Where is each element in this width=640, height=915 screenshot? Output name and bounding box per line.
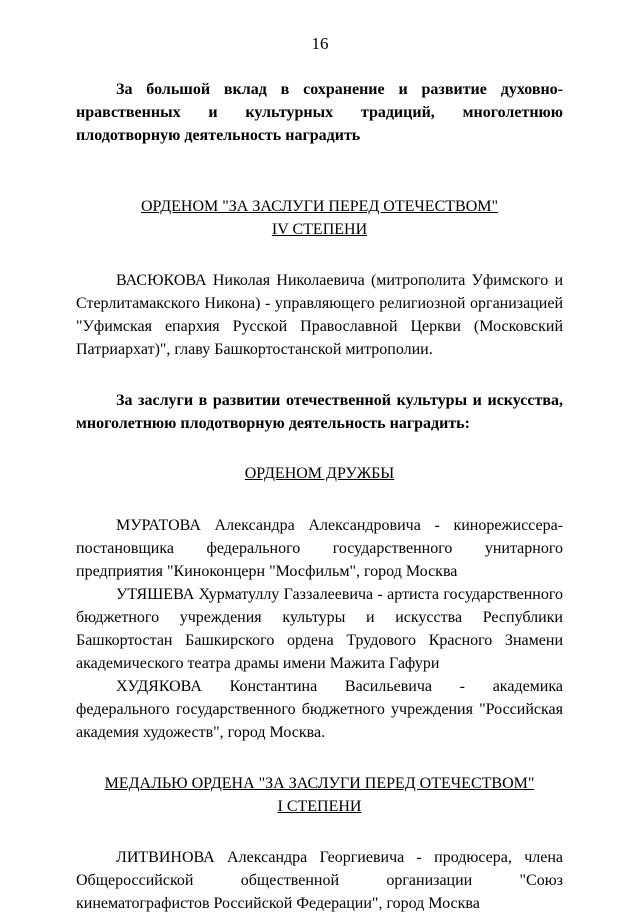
order-degree-line: IV СТЕПЕНИ xyxy=(271,221,368,238)
award-intro-paragraph: За большой вклад в сохранение и развитие духовно-нравственных и культурных традиций, многолетнюю плодотворную деятельность наградить xyxy=(76,81,563,144)
order-heading xyxy=(76,195,563,241)
order-heading xyxy=(76,462,563,485)
recipient-paragraph: МУРАТОВА Александра Александровича - кинорежиссера-постановщика федерального государственного унитарного предприятия "Киноконцерн "Мосфильм", город Москва xyxy=(76,517,563,580)
order-heading xyxy=(76,772,563,818)
page-number: 16 xyxy=(311,34,329,53)
award-intro-paragraph: За заслуги в развитии отечественной культуры и искусства, многолетнюю плодотворную деятельность наградить: xyxy=(76,392,563,432)
order-title-line: ОРДЕНОМ "ЗА ЗАСЛУГИ ПЕРЕД ОТЕЧЕСТВОМ" xyxy=(140,198,499,215)
recipient-paragraph: ВАСЮКОВА Николая Николаевича (митрополита Уфимского и Стерлитамакского Никона) - управляющего религиозной организацией "Уфимская епархия Русской Православной Церкви (Московский Патриархат)", главу Башкортостанской митрополии. xyxy=(76,272,563,358)
recipient-paragraph: ЛИТВИНОВА Александра Георгиевича - продюсера, члена Общероссийской общественной организации "Союз кинематографистов Российской Федерации", город Москва xyxy=(76,849,563,912)
document-body xyxy=(76,78,563,915)
recipient-paragraph: УТЯШЕВА Хурматуллу Газзалеевича - артиста государственного бюджетного учреждения культуры и искусства Республики Башкортостан Башкирского ордена Трудового Красного Знамени академического театра драмы имени Мажита Гафури xyxy=(76,586,563,672)
order-title-line: МЕДАЛЬЮ ОРДЕНА "ЗА ЗАСЛУГИ ПЕРЕД ОТЕЧЕСТВОМ" xyxy=(104,775,535,792)
order-degree-line: I СТЕПЕНИ xyxy=(277,798,362,815)
recipient-paragraph: ХУДЯКОВА Константина Васильевича - академика федерального государственного бюджетного учреждения "Российская академия художеств", город Москва. xyxy=(76,678,563,741)
order-title-line: ОРДЕНОМ ДРУЖБЫ xyxy=(244,465,395,482)
